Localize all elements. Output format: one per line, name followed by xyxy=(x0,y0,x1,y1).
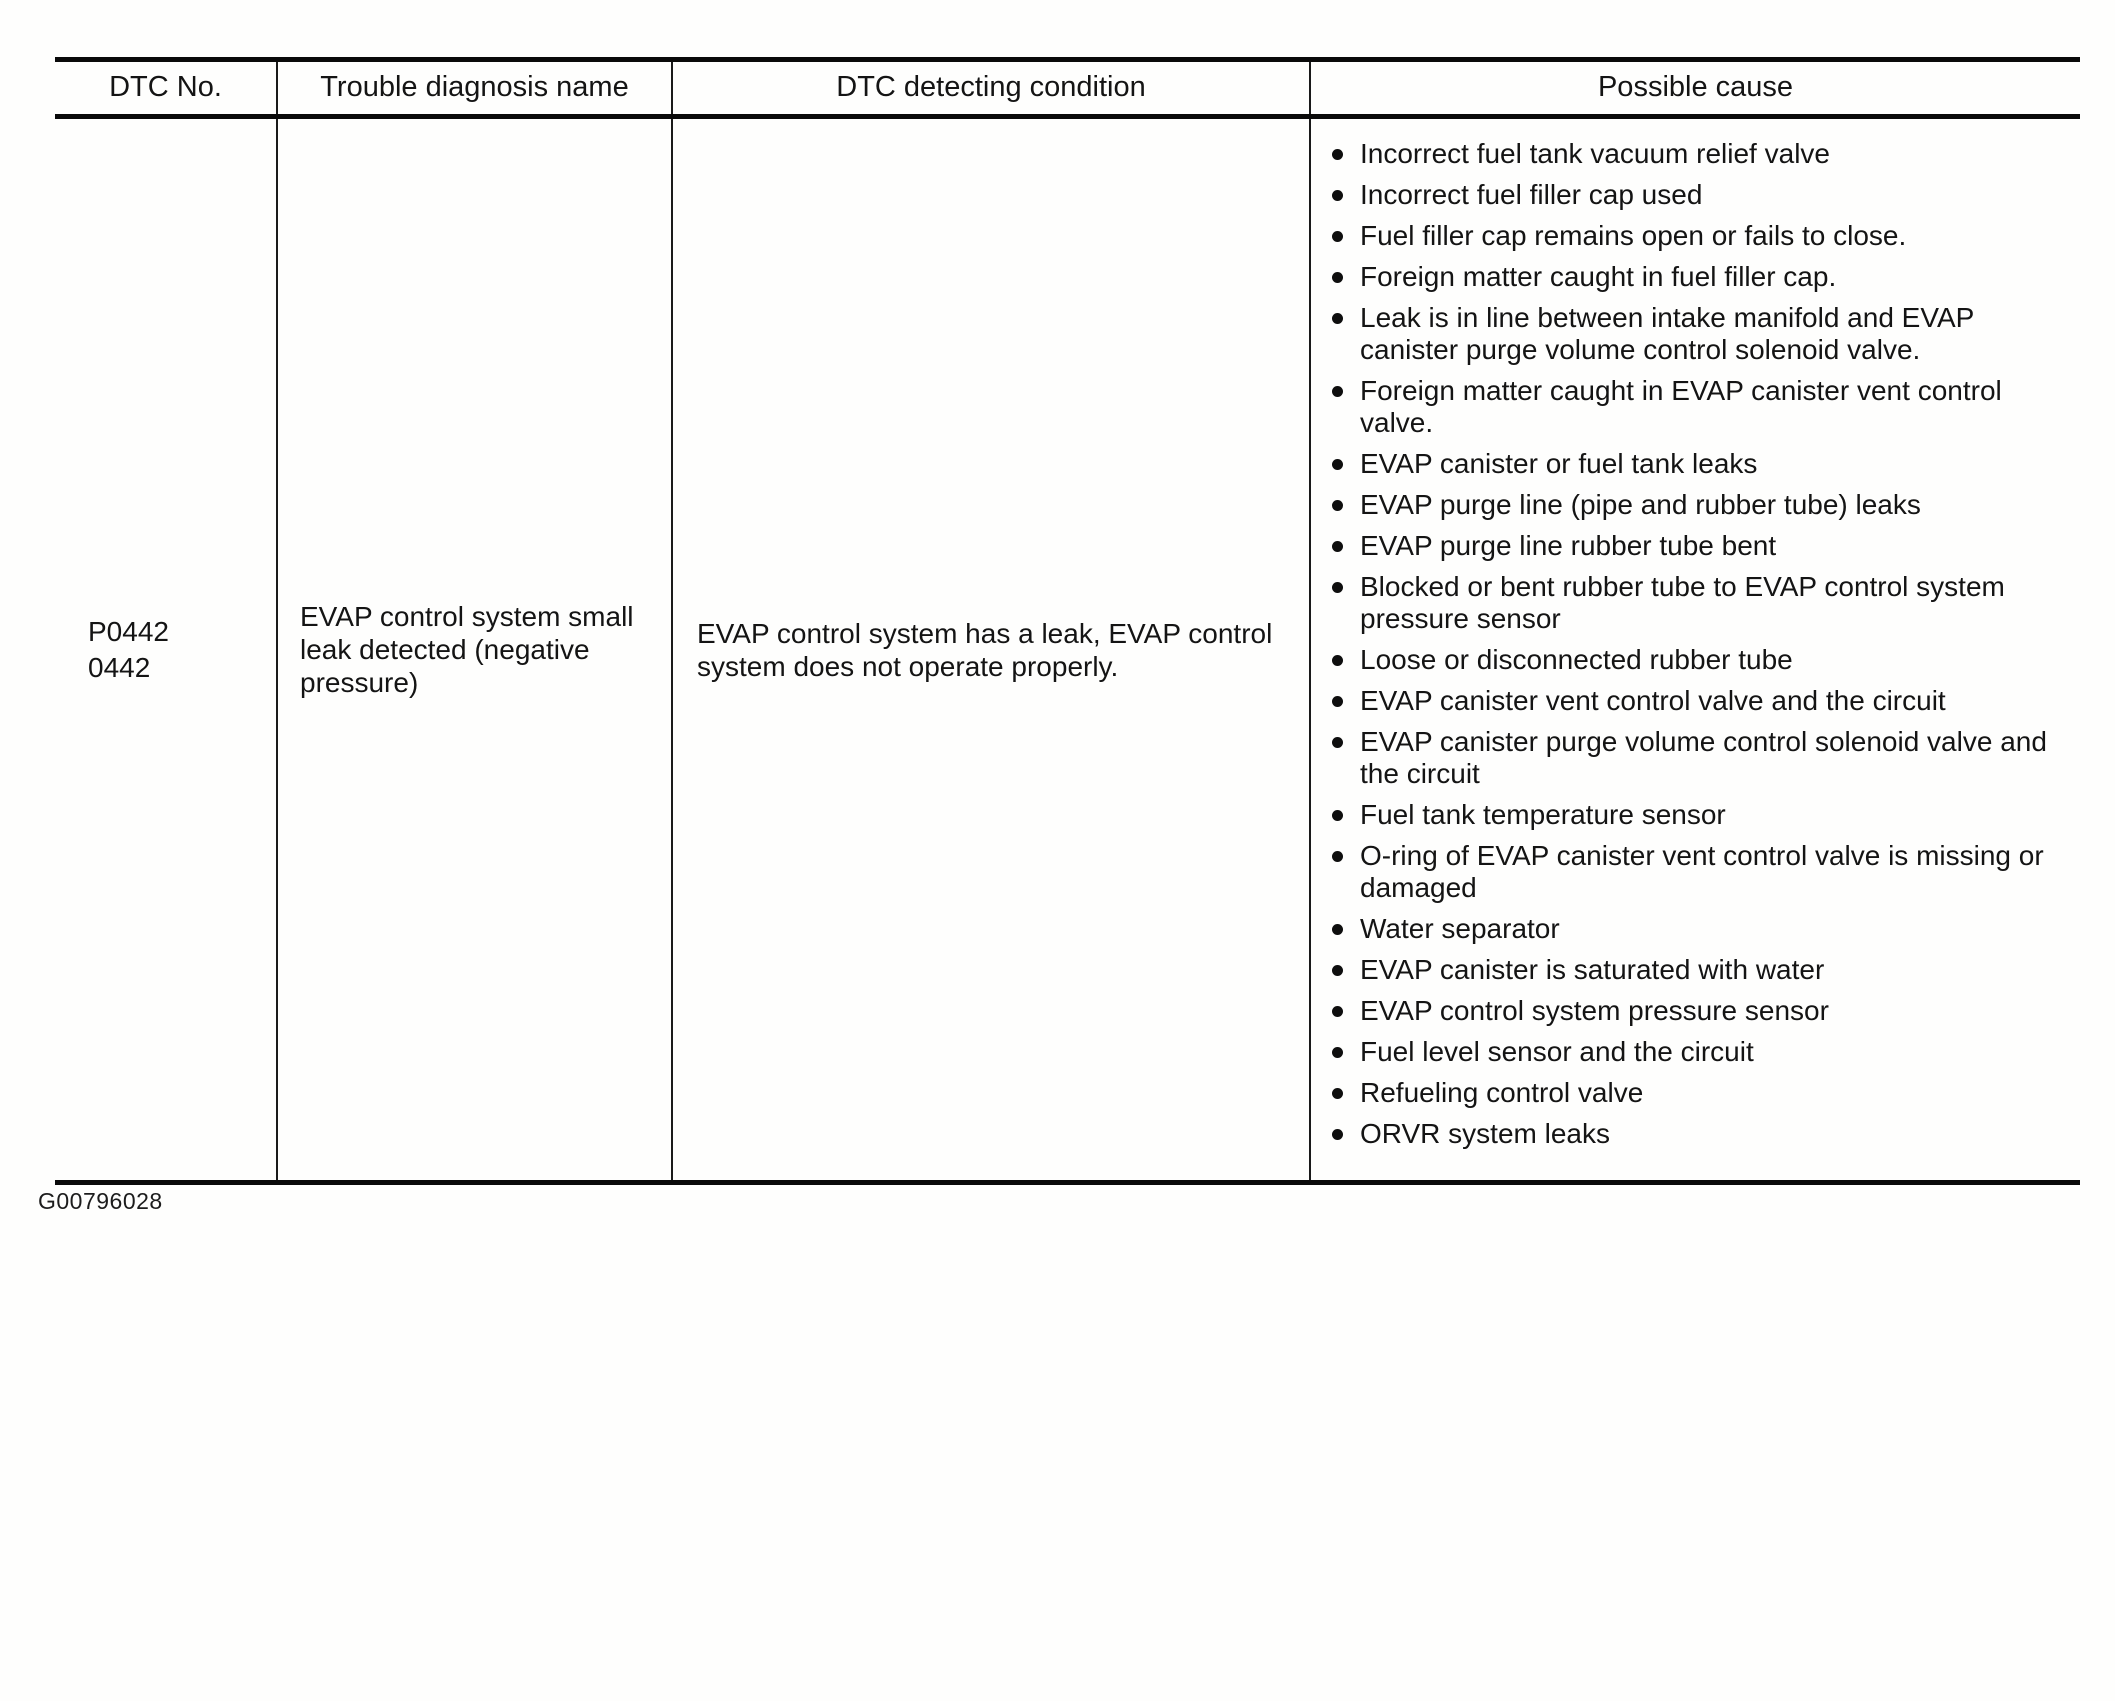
possible-cause-item: O-ring of EVAP canister vent control valve is missing or damaged xyxy=(1325,840,2066,904)
possible-cause-item: Leak is in line between intake manifold and EVAP canister purge volume control solenoid valve. xyxy=(1325,302,2066,366)
table-header-row xyxy=(55,60,2080,117)
possible-cause-item: Loose or disconnected rubber tube xyxy=(1325,644,2066,676)
possible-cause-item: Fuel filler cap remains open or fails to close. xyxy=(1325,220,2066,252)
possible-cause-item: Fuel tank temperature sensor xyxy=(1325,799,2066,831)
possible-cause-item: EVAP canister vent control valve and the circuit xyxy=(1325,685,2066,717)
possible-cause-item: EVAP canister or fuel tank leaks xyxy=(1325,448,2066,480)
cell-detecting-condition: EVAP control system has a leak, EVAP control system does not operate properly. xyxy=(672,117,1310,1183)
possible-cause-item: Water separator xyxy=(1325,913,2066,945)
cell-possible-cause xyxy=(1310,117,2080,1183)
possible-cause-item: EVAP purge line rubber tube bent xyxy=(1325,530,2066,562)
possible-cause-item: EVAP purge line (pipe and rubber tube) leaks xyxy=(1325,489,2066,521)
possible-cause-item: Fuel level sensor and the circuit xyxy=(1325,1036,2066,1068)
column-header-possible-cause: Possible cause xyxy=(1310,60,2080,117)
dtc-code-obd: P0442 xyxy=(88,615,169,647)
possible-cause-item: Foreign matter caught in fuel filler cap. xyxy=(1325,261,2066,293)
dtc-code-consult: 0442 xyxy=(88,651,151,683)
possible-cause-item: Refueling control valve xyxy=(1325,1077,2066,1109)
cell-diagnosis-name: EVAP control system small leak detected (negative pressure) xyxy=(277,117,672,1183)
possible-cause-item: EVAP canister is saturated with water xyxy=(1325,954,2066,986)
cell-dtc-no xyxy=(55,117,277,1183)
possible-cause-list xyxy=(1325,138,2066,1150)
figure-id-label: G00796028 xyxy=(38,1188,163,1214)
possible-cause-item: EVAP canister purge volume control solenoid valve and the circuit xyxy=(1325,726,2066,790)
dtc-table xyxy=(55,57,2080,1185)
column-header-dtc-no: DTC No. xyxy=(55,60,277,117)
possible-cause-item: Foreign matter caught in EVAP canister vent control valve. xyxy=(1325,375,2066,439)
possible-cause-item: Incorrect fuel filler cap used xyxy=(1325,179,2066,211)
possible-cause-item: EVAP control system pressure sensor xyxy=(1325,995,2066,1027)
possible-cause-item: Blocked or bent rubber tube to EVAP control system pressure sensor xyxy=(1325,571,2066,635)
possible-cause-item: ORVR system leaks xyxy=(1325,1118,2066,1150)
table-row xyxy=(55,117,2080,1183)
possible-cause-item: Incorrect fuel tank vacuum relief valve xyxy=(1325,138,2066,170)
column-header-diagnosis-name: Trouble diagnosis name xyxy=(277,60,672,117)
column-header-detecting-condition: DTC detecting condition xyxy=(672,60,1310,117)
